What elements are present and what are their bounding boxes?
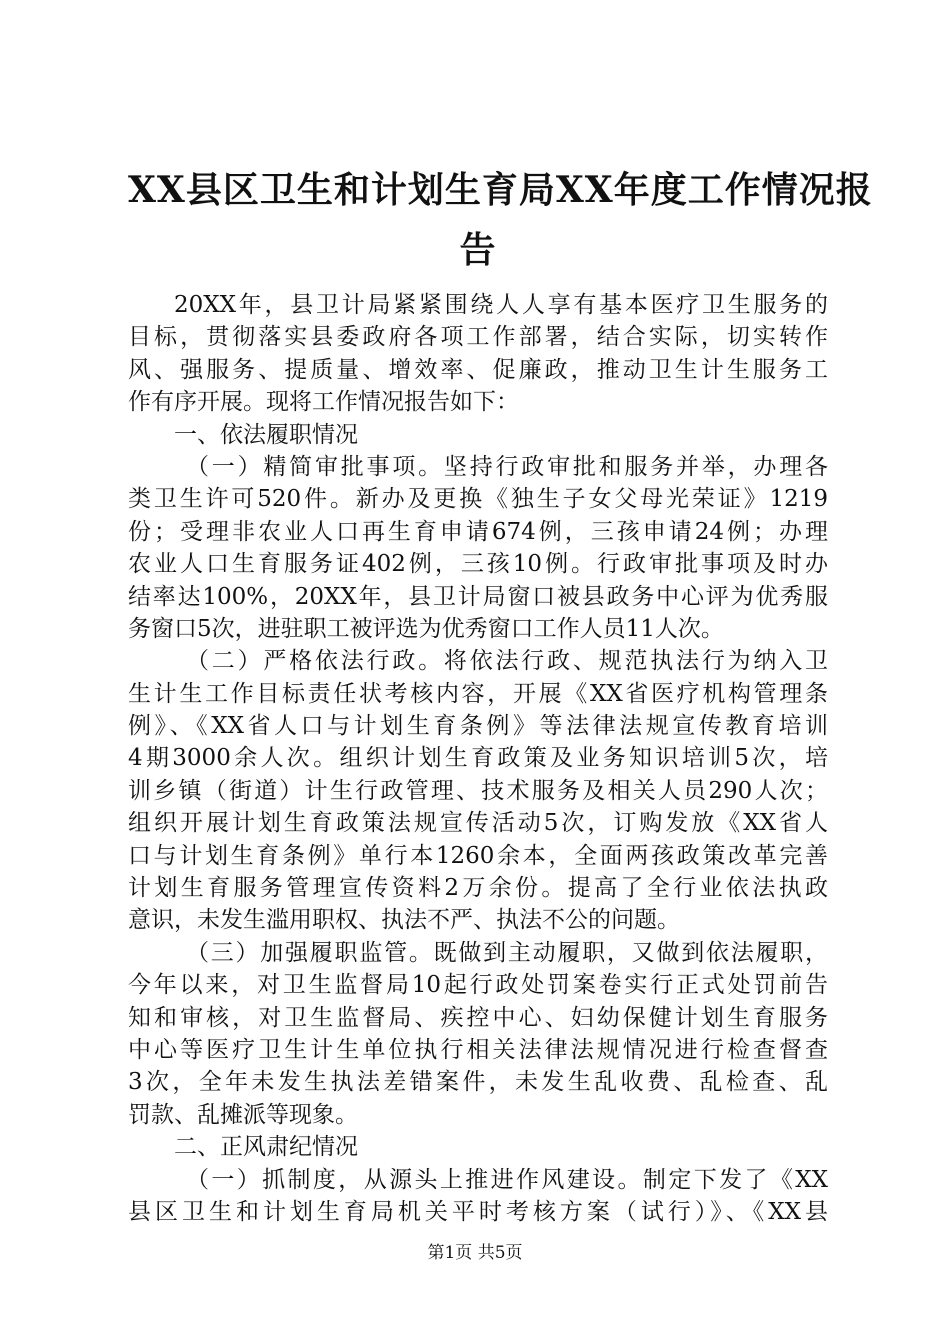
paragraph-line: 生计生工作目标责任状考核内容，开展《XX省医疗机构管理条	[128, 680, 828, 707]
paragraph-line: 意识，未发生滥用职权、执法不严、执法不公的问题。	[128, 907, 680, 934]
paragraph-line: 中心等医疗卫生计生单位执行相关法律法规情况进行检查督查	[128, 1036, 828, 1063]
paragraph-line: （二）严格依法行政。将依法行政、规范执法行为纳入卫	[186, 648, 828, 675]
paragraph-line: 20XX年，县卫计局紧紧围绕人人享有基本医疗卫生服务的	[174, 292, 828, 318]
paragraph-line: 风、强服务、提质量、增效率、促廉政，推动卫生计生服务工	[128, 356, 828, 383]
paragraph-line: 例》、《XX省人口与计划生育条例》等法律法规宣传教育培训	[128, 713, 828, 740]
section-heading: 二、正风肃纪情况	[174, 1134, 358, 1161]
paragraph-line: 组织开展计划生育政策法规宣传活动5次，订购发放《XX省人	[128, 810, 828, 837]
paragraph-line: 训乡镇（街道）计生行政管理、技术服务及相关人员290人次；	[128, 777, 828, 804]
paragraph-line: 类卫生许可520件。新办及更换《独生子女父母光荣证》1219	[128, 486, 828, 513]
paragraph-line: （一）精简审批事项。坚持行政审批和服务并举，办理各	[186, 453, 828, 480]
document-title-line-2: 告	[459, 229, 497, 271]
paragraph-line: 县区卫生和计划生育局机关平时考核方案（试行）》、《XX县	[128, 1198, 828, 1225]
paragraph-line: 目标，贯彻落实县委政府各项工作部署，结合实际，切实转作	[128, 324, 828, 351]
paragraph-line: 知和审核，对卫生监督局、疾控中心、妇幼保健计划生育服务	[128, 1004, 828, 1031]
paragraph-line: 3次，全年未发生执法差错案件，未发生乱收费、乱检查、乱	[128, 1069, 828, 1096]
page-footer: 第1页 共5页	[427, 1243, 523, 1263]
paragraph-line: 罚款、乱摊派等现象。	[128, 1101, 358, 1128]
paragraph-line: （一）抓制度，从源头上推进作风建设。制定下发了《XX	[186, 1166, 828, 1193]
paragraph-line: 计划生育服务管理宣传资料2万余份。提高了全行业依法执政	[128, 875, 828, 902]
paragraph-line: 农业人口生育服务证402例，三孩10例。行政审批事项及时办	[128, 551, 828, 578]
paragraph-line: 口与计划生育条例》单行本1260余本，全面两孩政策改革完善	[128, 842, 828, 869]
document-body	[128, 289, 828, 1228]
paragraph-line: 作有序开展。现将工作情况报告如下：	[128, 389, 519, 416]
paragraph-line: 务窗口5次，进驻职工被评选为优秀窗口工作人员11人次。	[128, 615, 724, 642]
document-title-line-1: XX县区卫生和计划生育局XX年度工作情况报	[128, 169, 873, 211]
paragraph-line: 结率达100%，20XX年，县卫计局窗口被县政务中心评为优秀服	[128, 583, 828, 610]
paragraph-line: 今年以来，对卫生监督局10起行政处罚案卷实行正式处罚前告	[128, 972, 828, 999]
paragraph-line: 4期3000余人次。组织计划生育政策及业务知识培训5次，培	[128, 745, 828, 772]
paragraph-line: 份；受理非农业人口再生育申请674例，三孩申请24例；办理	[128, 518, 828, 545]
paragraph-line: （三）加强履职监管。既做到主动履职，又做到依法履职，	[186, 939, 828, 966]
section-heading: 一、依法履职情况	[174, 421, 358, 448]
